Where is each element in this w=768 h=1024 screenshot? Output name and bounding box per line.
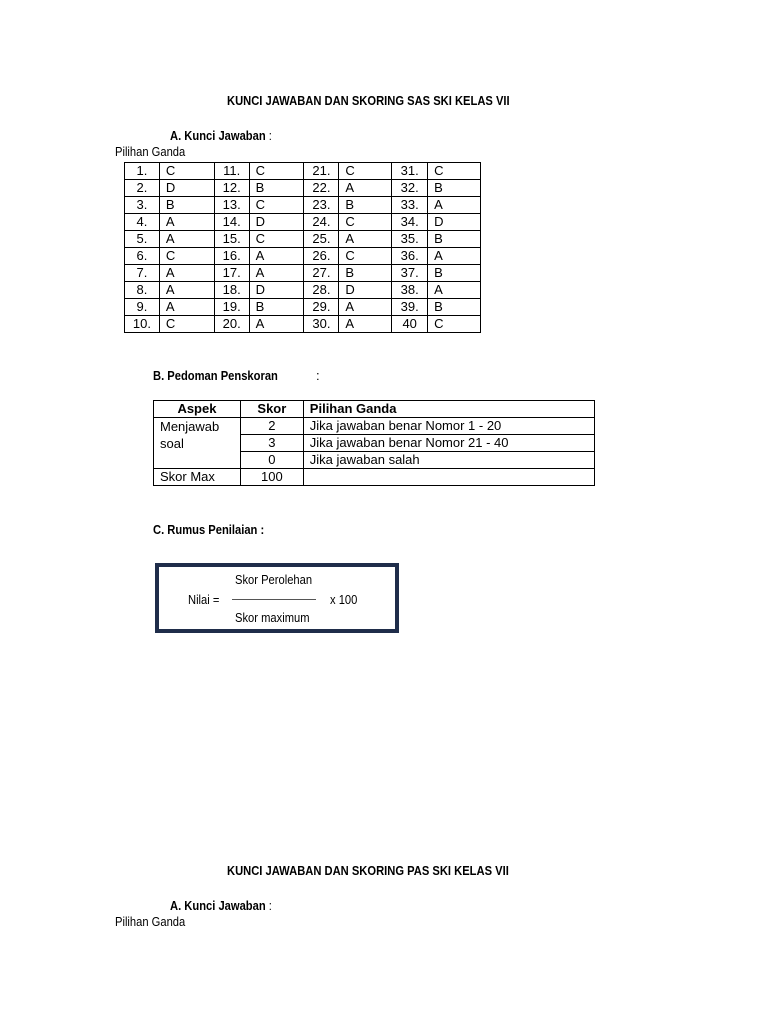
answer-key-row [125,197,481,214]
answer-cell: C [159,316,214,333]
answer-cell: B [339,265,392,282]
formula-label: Nilai = [188,592,220,607]
question-number-cell: 3. [125,197,160,214]
answer-key-table [124,162,481,333]
answer-key-row [125,163,481,180]
question-number-cell: 32. [392,180,428,197]
question-number-cell: 23. [304,197,339,214]
question-number-cell: 10. [125,316,160,333]
question-number-cell: 27. [304,265,339,282]
answer-cell: C [339,214,392,231]
answer-cell: A [339,299,392,316]
answer-cell: C [249,197,304,214]
question-number-cell: 14. [214,214,249,231]
heading-pedoman-penskoran: B. Pedoman Penskoran [153,368,278,383]
question-number-cell: 30. [304,316,339,333]
answer-cell: A [428,248,481,265]
question-number-cell: 28. [304,282,339,299]
question-number-cell: 16. [214,248,249,265]
answer-cell: A [249,265,304,282]
question-number-cell: 24. [304,214,339,231]
desc-cell: Jika jawaban salah [303,452,594,469]
question-number-cell: 12. [214,180,249,197]
skor-cell: 0 [240,452,303,469]
desc-cell: Jika jawaban benar Nomor 21 - 40 [303,435,594,452]
answer-cell: C [339,163,392,180]
skor-cell: 3 [240,435,303,452]
heading-kunci-jawaban-text: A. Kunci Jawaban [170,128,266,143]
answer-cell: D [428,214,481,231]
answer-cell: A [159,299,214,316]
question-number-cell: 8. [125,282,160,299]
max-label-cell: Skor Max [154,469,241,486]
answer-cell: A [249,316,304,333]
header-skor: Skor [240,401,303,418]
question-number-cell: 40 [392,316,428,333]
heading-colon: : [265,898,272,913]
answer-cell: A [159,282,214,299]
question-number-cell: 2. [125,180,160,197]
header-aspek: Aspek [154,401,241,418]
answer-cell: B [428,231,481,248]
answer-cell: A [339,180,392,197]
scoring-table [153,400,595,486]
question-number-cell: 17. [214,265,249,282]
scoring-header-row [154,401,595,418]
question-number-cell: 34. [392,214,428,231]
answer-cell: D [339,282,392,299]
answer-cell: B [428,180,481,197]
answer-cell: A [159,214,214,231]
heading-rumus-penilaian: C. Rumus Penilaian : [153,522,265,537]
document-title: KUNCI JAWABAN DAN SKORING SAS SKI KELAS VII [227,93,510,108]
formula-multiplier: x 100 [330,592,358,607]
answer-cell: A [428,197,481,214]
answer-cell: C [249,163,304,180]
answer-cell: C [159,163,214,180]
question-number-cell: 25. [304,231,339,248]
answer-key-row [125,299,481,316]
question-number-cell: 29. [304,299,339,316]
answer-cell: D [249,214,304,231]
answer-key-row [125,282,481,299]
question-number-cell: 1. [125,163,160,180]
question-number-cell: 18. [214,282,249,299]
heading-colon: : [265,128,272,143]
max-value-cell: 100 [240,469,303,486]
answer-key-row [125,265,481,282]
answer-cell: A [428,282,481,299]
answer-key-row [125,316,481,333]
subheading-pilihan-ganda: Pilihan Ganda [115,144,186,159]
question-number-cell: 13. [214,197,249,214]
question-number-cell: 38. [392,282,428,299]
question-number-cell: 7. [125,265,160,282]
question-number-cell: 31. [392,163,428,180]
answer-key-row [125,248,481,265]
question-number-cell: 6. [125,248,160,265]
answer-cell: B [339,197,392,214]
question-number-cell: 11. [214,163,249,180]
question-number-cell: 5. [125,231,160,248]
answer-cell: A [159,265,214,282]
question-number-cell: 22. [304,180,339,197]
question-number-cell: 36. [392,248,428,265]
answer-cell: B [428,265,481,282]
fraction-line [232,599,316,600]
question-number-cell: 20. [214,316,249,333]
answer-cell: B [249,299,304,316]
max-desc-cell [303,469,594,486]
formula-numerator: Skor Perolehan [235,572,313,587]
skor-cell: 2 [240,418,303,435]
answer-cell: A [339,316,392,333]
question-number-cell: 37. [392,265,428,282]
question-number-cell: 33. [392,197,428,214]
heading-kunci-jawaban [170,128,272,143]
answer-cell: B [249,180,304,197]
question-number-cell: 35. [392,231,428,248]
question-number-cell: 39. [392,299,428,316]
scoring-max-row [154,469,595,486]
heading-kunci-jawaban-text: A. Kunci Jawaban [170,898,266,913]
question-number-cell: 9. [125,299,160,316]
answer-cell: A [159,231,214,248]
question-number-cell: 26. [304,248,339,265]
header-pilihan-ganda: Pilihan Ganda [303,401,594,418]
formula-denominator: Skor maximum [235,610,310,625]
question-number-cell: 19. [214,299,249,316]
question-number-cell: 15. [214,231,249,248]
answer-cell: A [339,231,392,248]
answer-cell: C [159,248,214,265]
answer-cell: C [249,231,304,248]
answer-key-row [125,231,481,248]
question-number-cell: 21. [304,163,339,180]
subheading-pilihan-ganda-2: Pilihan Ganda [115,914,186,929]
scoring-row [154,418,595,435]
heading-pedoman-colon: : [316,368,320,383]
answer-cell: C [428,163,481,180]
answer-cell: B [159,197,214,214]
answer-key-row [125,214,481,231]
answer-cell: D [249,282,304,299]
aspect-cell: Menjawab soal [154,418,241,469]
answer-key-row [125,180,481,197]
answer-cell: D [159,180,214,197]
document-title-2: KUNCI JAWABAN DAN SKORING PAS SKI KELAS VII [227,863,509,878]
question-number-cell: 4. [125,214,160,231]
answer-cell: C [428,316,481,333]
heading-kunci-jawaban-2 [170,898,272,913]
answer-cell: A [249,248,304,265]
answer-cell: C [339,248,392,265]
answer-cell: B [428,299,481,316]
desc-cell: Jika jawaban benar Nomor 1 - 20 [303,418,594,435]
